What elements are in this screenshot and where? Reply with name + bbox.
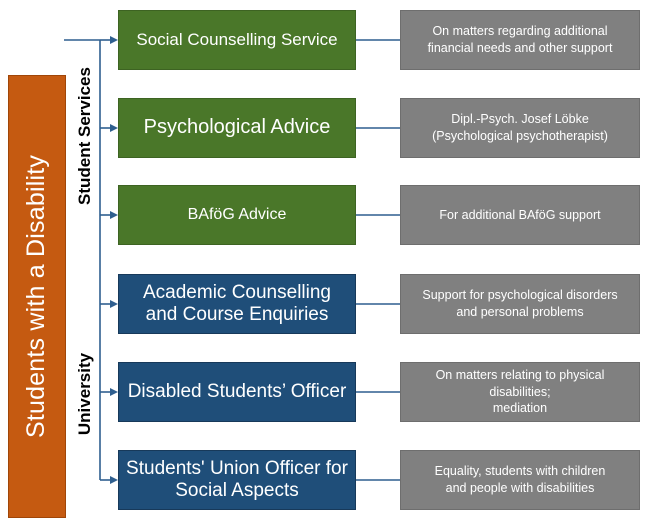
group-label-student-services-text: Student Services	[75, 67, 95, 205]
note-line: Equality, students with children	[434, 464, 606, 479]
root-node-label: Students with a Disability	[22, 154, 51, 439]
note-line: disabilities;	[489, 384, 551, 399]
node-bafog-advice-label: BAföG Advice	[187, 205, 287, 223]
root-node-students-with-a-disability	[8, 75, 66, 518]
note-line: On matters regarding additional	[432, 24, 608, 39]
note-line: On matters relating to physical	[435, 367, 605, 382]
node-academic-counselling	[118, 274, 356, 334]
note-disabled-students-officer	[400, 362, 640, 422]
node-psychological-advice-label: Psychological Advice	[143, 116, 331, 139]
node-students-union-officer	[118, 450, 356, 510]
node-disabled-students-officer-label: Disabled Students’ Officer	[127, 380, 347, 402]
note-line: financial needs and other support	[427, 41, 613, 55]
note-line: and people with disabilities	[445, 481, 595, 495]
note-social-counselling-service	[400, 10, 640, 70]
node-social-counselling-service	[118, 10, 356, 70]
node-disabled-students-officer	[118, 362, 356, 422]
note-line: Dipl.-Psych. Josef Löbke	[451, 112, 589, 127]
note-psychological-advice	[400, 98, 640, 158]
note-line: For additional BAföG support	[439, 207, 601, 222]
note-students-union-officer	[400, 450, 640, 510]
node-psychological-advice	[118, 98, 356, 158]
node-academic-counselling-label: Academic Counselling and Course Enquiries	[143, 281, 331, 325]
note-line: Support for psychological disorders	[422, 288, 618, 303]
node-students-union-officer-label: Students' Union Officer for Social Aspects	[126, 457, 348, 501]
group-label-student-services	[72, 10, 98, 262]
group-label-university	[72, 272, 98, 516]
note-line: (Psychological psychotherapist)	[432, 129, 608, 143]
note-academic-counselling	[400, 274, 640, 334]
node-bafog-advice	[118, 185, 356, 245]
group-label-university-text: University	[75, 352, 95, 436]
note-bafog-advice	[400, 185, 640, 245]
note-line: and personal problems	[456, 305, 584, 319]
note-line: mediation	[492, 401, 548, 416]
node-social-counselling-service-label: Social Counselling Service	[136, 29, 338, 49]
